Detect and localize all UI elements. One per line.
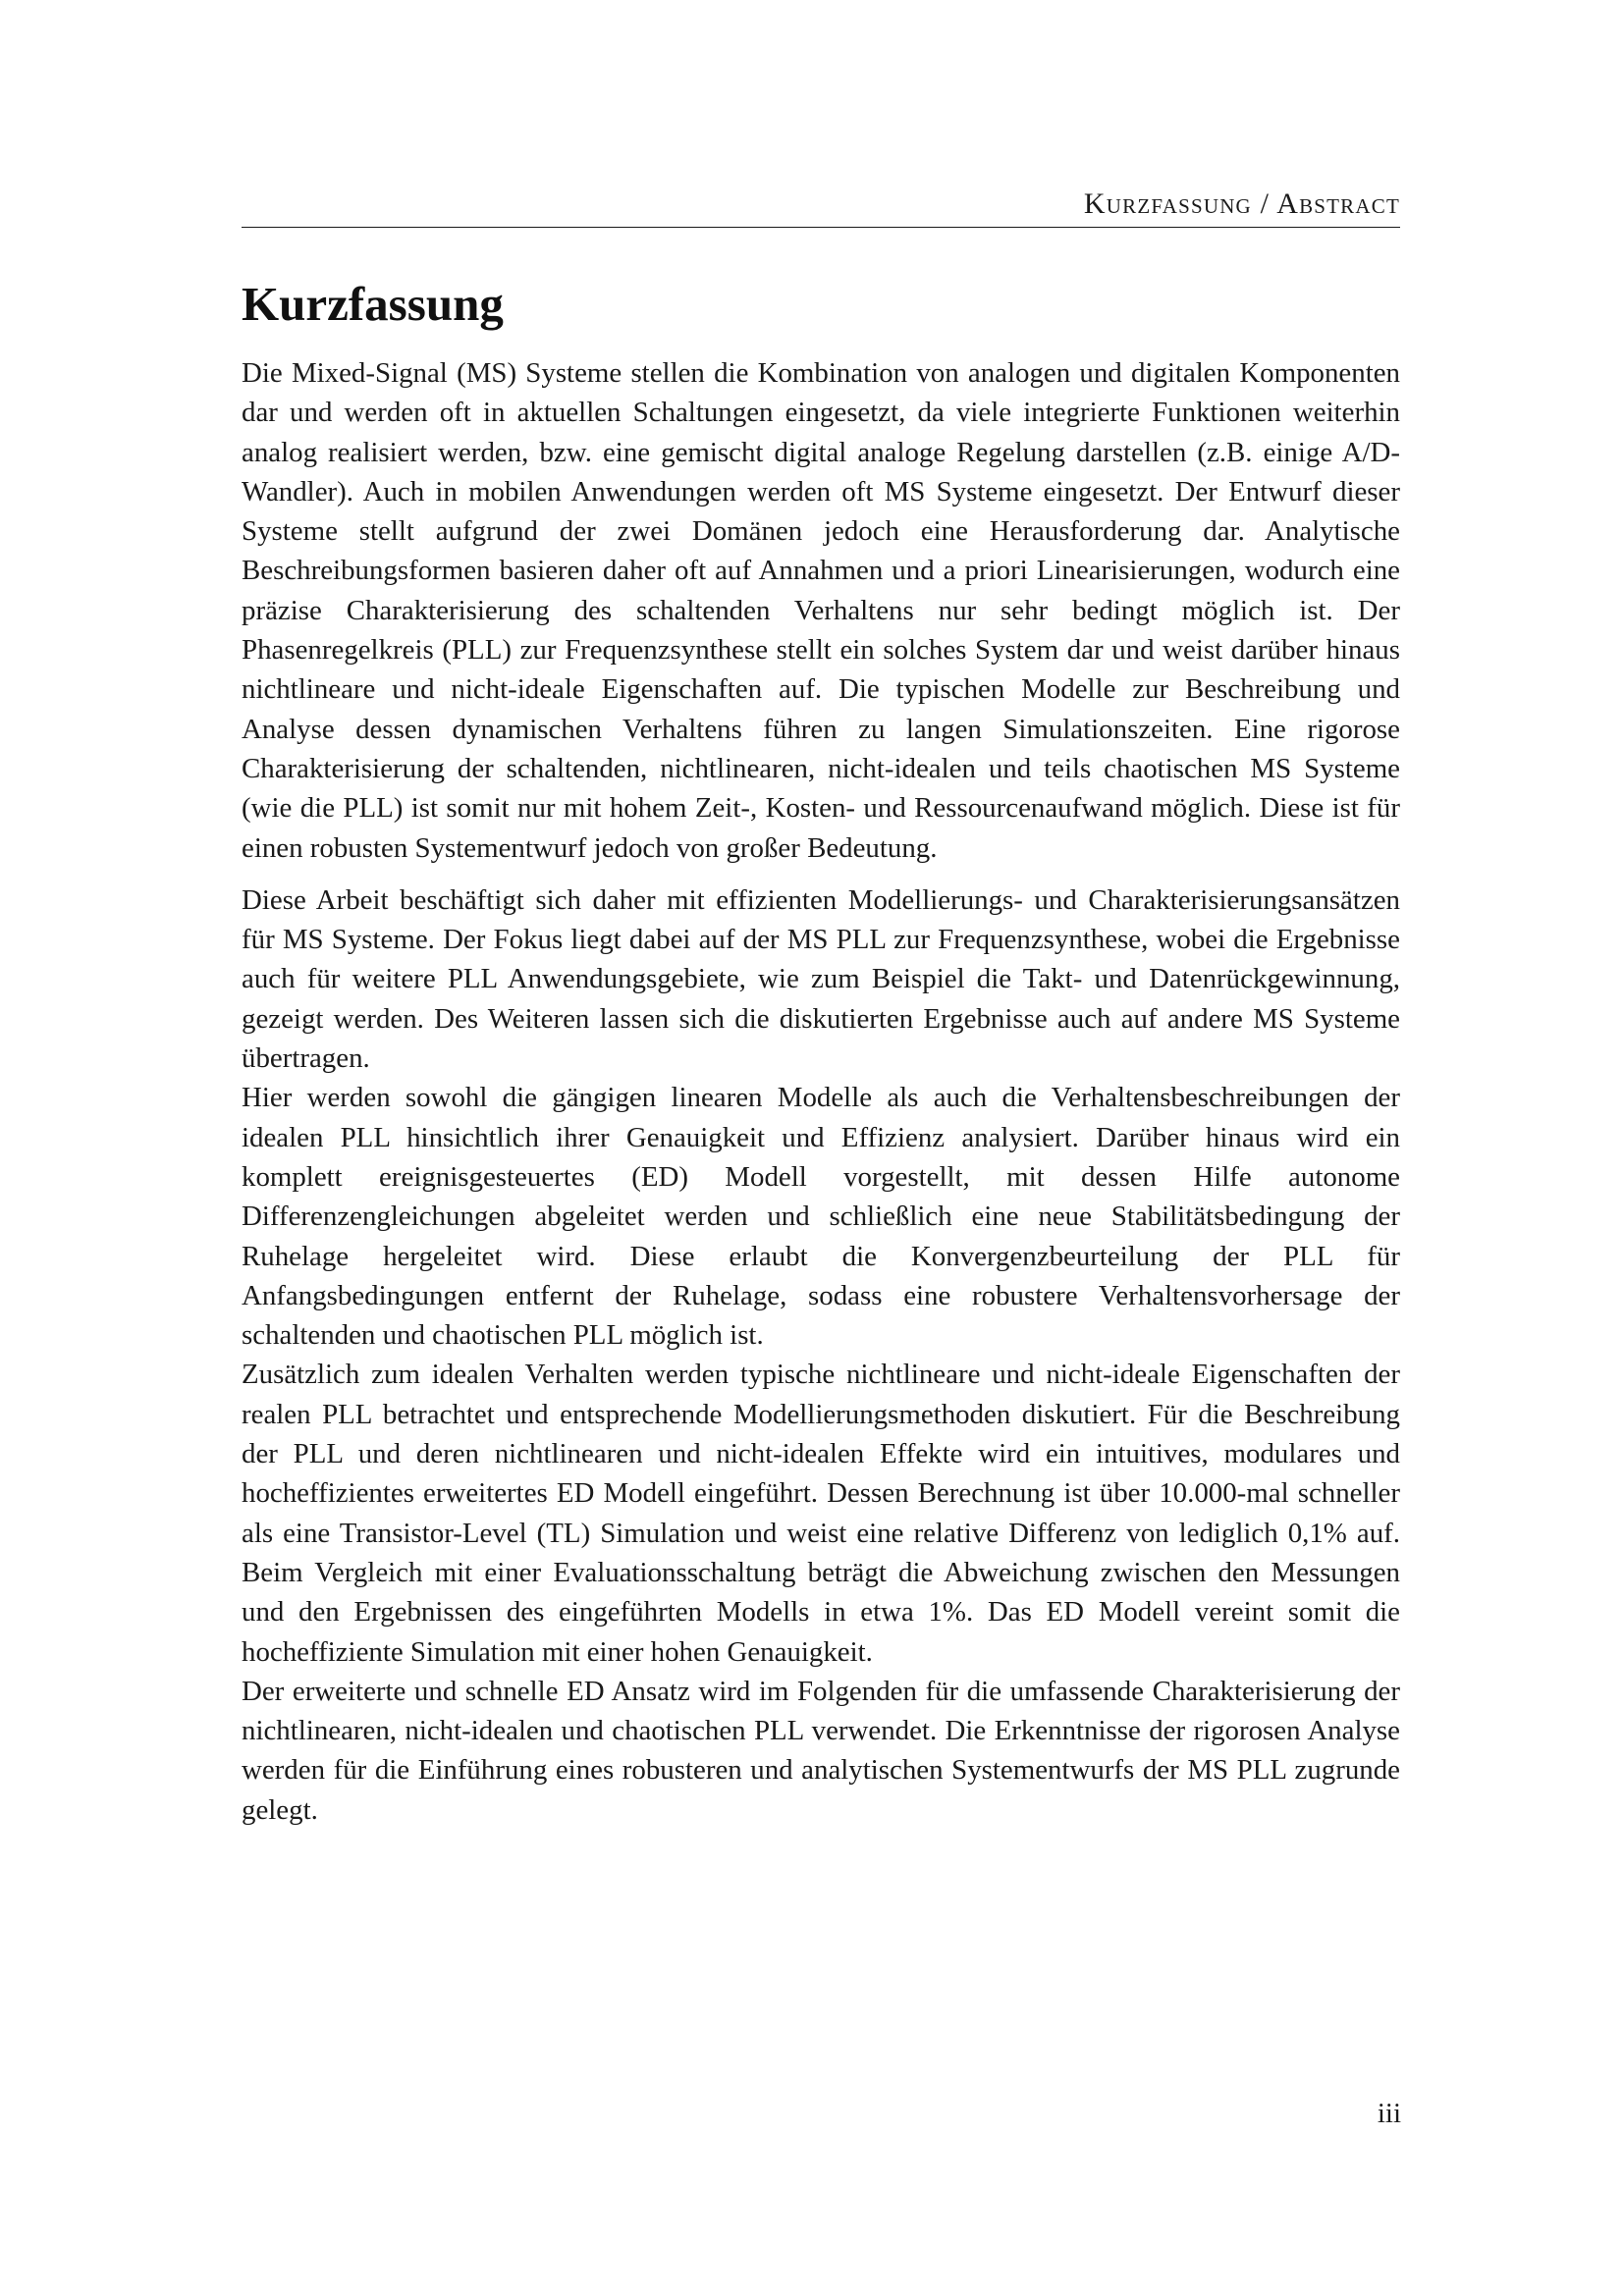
paragraph-ideal-model: Hier werden sowohl die gängigen linearen Modelle als auch die Verhaltensbeschreibungen der idealen PLL hinsichtlich ihrer Genauigkeit und Effizienz analysiert. Darüber hinaus wird ein komplett ereignisgesteuertes (ED) Modell vorgestellt, mit dessen Hilfe autonome Differenzengleichungen abgeleitet werden und schließlich eine neue Stabilitätsbedingung der Ruhelage hergeleitet wird. Diese erlaubt die Konvergenzbeurteilung der PLL für Anfangsbedingungen entfernt der Ruhelage, sodass eine robustere Verhaltensvorhersage der schaltenden und chaotischen PLL möglich ist. <box>242 1082 1400 1352</box>
paragraph-scope: Diese Arbeit beschäftigt sich daher mit effizienten Modellierungs- und Charakterisierungsansätzen für MS Systeme. Der Fokus liegt dabei auf der MS PLL zur Frequenzsynthese, wobei die Ergebnisse auch für weitere PLL Anwendungsgebiete, wie zum Beispiel die Takt- und Datenrückgewinnung, gezeigt werden. Des Weiteren lassen sich die diskutierten Ergebnisse auch auf andere MS Systeme übertragen. <box>242 883 1400 1075</box>
chapter-title: Kurzfassung <box>242 277 504 331</box>
paragraph-motivation: Die Mixed-Signal (MS) Systeme stellen die Kombination von analogen und digitalen Komponenten dar und werden oft in aktuellen Schaltungen eingesetzt, da viele integrierte Funktionen weiterhin analog realisiert werden, bzw. eine gemischt digital analoge Regelung darstellen (z.B. einige A/D-Wandler). Auch in mobilen Anwendungen werden oft MS Systeme eingesetzt. Der Entwurf dieser Systeme stellt aufgrund der zwei Domänen jedoch eine Herausforderung dar. Analytische Beschreibungsformen basieren daher oft auf Annahmen und a priori Linearisierungen, wodurch eine präzise Charakterisierung des schaltenden Verhaltens nur sehr bedingt möglich ist. Der Phasenregelkreis (PLL) zur Frequenzsynthese stellt ein solches System dar und weist darüber hinaus nichtlineare und nicht-ideale Eigenschaften auf. Die typischen Modelle zur Beschreibung und Analyse dessen dynamischen Verhaltens führen zu langen Simulationszeiten. Eine rigorose Charakterisierung der schaltenden, nichtlinearen, nicht-idealen und teils chaotischen MS Systeme (wie die PLL) ist somit nur mit hohem Zeit-, Kosten- und Ressourcenaufwand möglich. Diese ist für einen robusten Systementwurf jedoch von großer Bedeutung. <box>242 357 1400 864</box>
abstract-body <box>242 353 1400 1830</box>
paragraph-extended-model: Zusätzlich zum idealen Verhalten werden typische nichtlineare und nicht-ideale Eigenschaften der realen PLL betrachtet und entsprechende Modellierungsmethoden diskutiert. Für die Beschreibung der PLL und deren nichtlinearen und nicht-idealen Effekte wird ein intuitives, modulares und hocheffizientes erweitertes ED Modell eingeführt. Dessen Berechnung ist über 10.000-mal schneller als eine Transistor-Level (TL) Simulation und weist eine relative Differenz von lediglich 0,1% auf. Beim Vergleich mit einer Evaluationsschaltung beträgt die Abweichung zwischen den Messungen und den Ergebnissen des eingeführten Modells in etwa 1%. Das ED Modell vereint somit die hocheffiziente Simulation mit einer hohen Genauigkeit. <box>242 1359 1400 1668</box>
paragraph-conclusion: Der erweiterte und schnelle ED Ansatz wird im Folgenden für die umfassende Charakterisierung der nichtlinearen, nicht-idealen und chaotischen PLL verwendet. Die Erkenntnisse der rigorosen Analyse werden für die Einführung eines robusteren und analytischen Systementwurfs der MS PLL zugrunde gelegt. <box>242 1675 1400 1826</box>
running-head: Kurzfassung / Abstract <box>1083 187 1400 220</box>
page-header <box>242 187 1400 228</box>
page-number: iii <box>1377 2098 1401 2129</box>
